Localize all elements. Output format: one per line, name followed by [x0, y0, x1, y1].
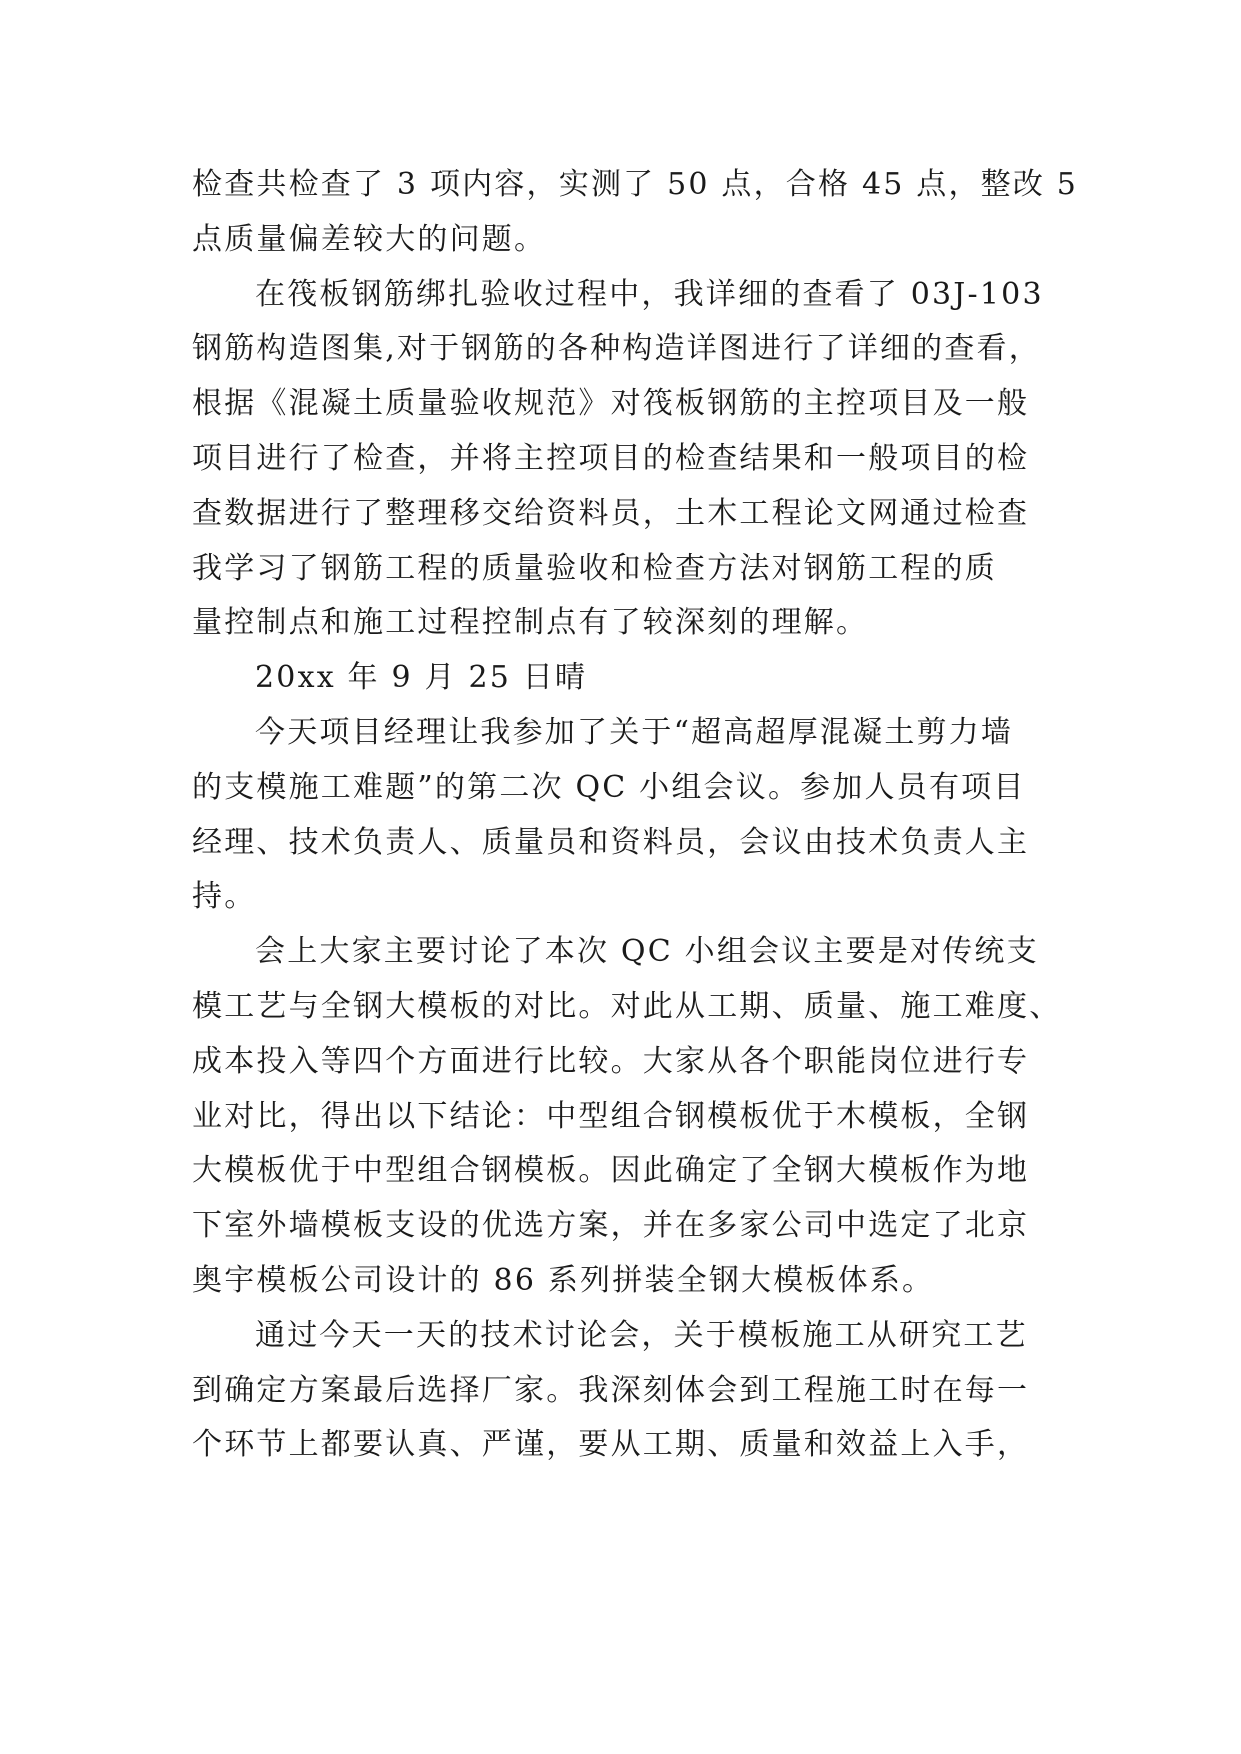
text-line: 个环节上都要认真、严谨，要从工期、质量和效益上入手，	[192, 1427, 1030, 1463]
text-line: 钢筋构造图集,对于钢筋的各种构造详图进行了详细的查看，	[192, 331, 1041, 367]
document-body	[192, 158, 1079, 1473]
text-line: 检查共检查了 3 项内容，实测了 50 点，合格 45 点，整改 5	[192, 167, 1079, 202]
text-line: 持。	[192, 879, 257, 915]
text-line: 根据《混凝土质量验收规范》对筏板钢筋的主控项目及一般	[192, 386, 1030, 422]
text-line: 到确定方案最后选择厂家。我深刻体会到工程施工时在每一	[192, 1372, 1030, 1408]
text-line: 项目进行了检查，并将主控项目的检查结果和一般项目的检	[192, 440, 1030, 476]
text-line: 业对比，得出以下结论：中型组合钢模板优于木模板，全钢	[192, 1098, 1030, 1134]
text-line: 通过今天一天的技术讨论会，关于模板施工从研究工艺	[255, 1317, 1028, 1353]
text-line: 查数据进行了整理移交给资料员，土木工程论文网通过检查	[192, 495, 1030, 531]
text-line: 点质量偏差较大的问题。	[192, 221, 547, 257]
text-line: 我学习了钢筋工程的质量验收和检查方法对钢筋工程的质	[192, 550, 997, 586]
text-line: 模工艺与全钢大模板的对比。对此从工期、质量、施工难度、	[192, 988, 1062, 1024]
text-line: 20xx 年 9 月 25 日晴	[255, 660, 588, 696]
text-line: 会上大家主要讨论了本次 QC 小组会议主要是对传统支	[255, 934, 1039, 970]
text-line: 成本投入等四个方面进行比较。大家从各个职能岗位进行专	[192, 1043, 1030, 1079]
text-line: 的支模施工难题”的第二次 QC 小组会议。参加人员有项目	[192, 769, 1026, 805]
text-line: 下室外墙模板支设的优选方案，并在多家公司中选定了北京	[192, 1208, 1030, 1244]
text-line: 奥宇模板公司设计的 86 系列拼装全钢大模板体系。	[192, 1262, 935, 1298]
text-line: 经理、技术负责人、质量员和资料员，会议由技术负责人主	[192, 824, 1030, 860]
text-line: 在筏板钢筋绑扎验收过程中，我详细的查看了 03J-103	[255, 276, 1044, 312]
text-line: 量控制点和施工过程控制点有了较深刻的理解。	[192, 605, 869, 641]
text-line: 大模板优于中型组合钢模板。因此确定了全钢大模板作为地	[192, 1153, 1030, 1189]
text-line: 今天项目经理让我参加了关于“超高超厚混凝土剪力墙	[255, 714, 1014, 750]
